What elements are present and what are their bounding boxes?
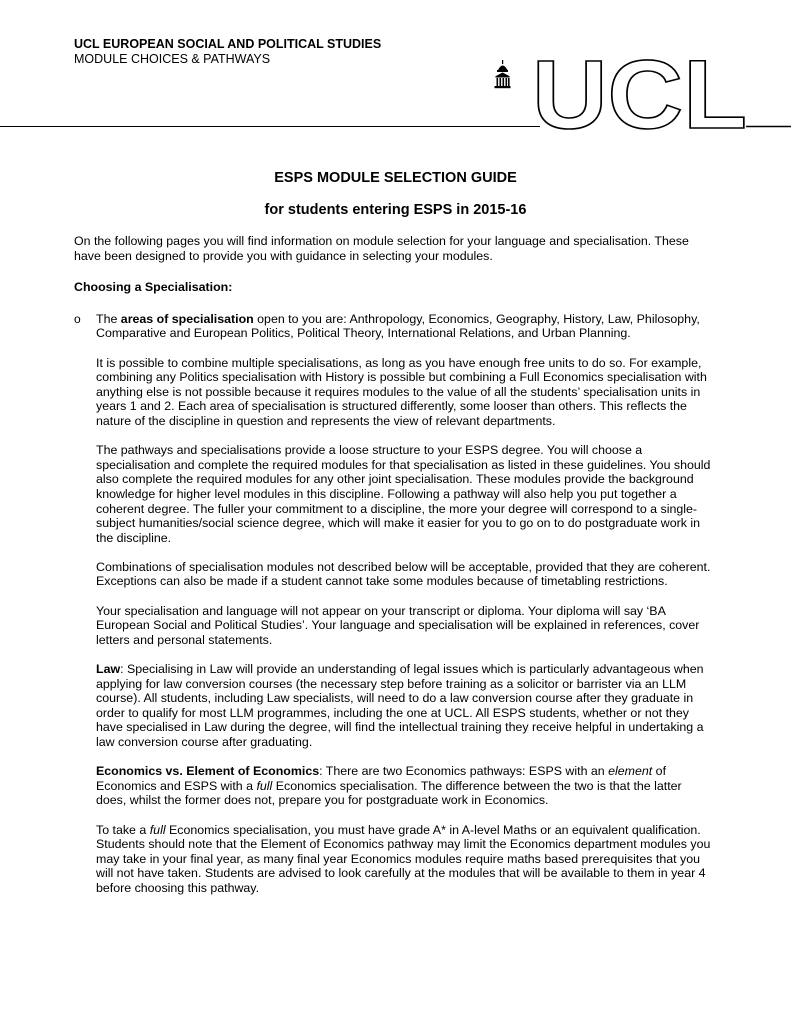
page-header xyxy=(0,0,791,130)
bullet-marker: o xyxy=(74,311,81,326)
full-economics-paragraph: To take a full Economics specialisation, you must have grade A* in A-level Maths or an equivalent qualification. Students should note that the Element of Economics pathway may limit the Economics department modules you may take in your final year, as many final year Economics modules require maths based prerequisites that you will not have taken. Students are advised to look carefully at the modules that will be available to them in year 4 before choosing this pathway. xyxy=(96,822,711,895)
transcript-paragraph: Your specialisation and language will not appear on your transcript or diploma. Your diploma will say ‘BA European Social and Political Studies’. Your language and specialisation will be explained in references, cover letters and personal statements. xyxy=(96,603,700,647)
body-content xyxy=(74,234,714,896)
portico-icon xyxy=(495,60,511,88)
document-subtitle: for students entering ESPS in 2015-16 xyxy=(264,202,527,218)
specialisation-bullet xyxy=(74,312,714,896)
section-heading: Choosing a Specialisation: xyxy=(74,280,233,295)
areas-paragraph: The areas of specialisation open to you are: Anthropology, Economics, Geography, History, Law, Philosophy, Comparative and European Politics, Political Theory, International Relations, and Urban Planning. xyxy=(96,311,700,341)
law-paragraph: Law: Specialising in Law will provide an understanding of legal issues which is particularly advantageous when applying for law conversion courses (the necessary step before training as a solicitor or barrister via an LLM course). All students, including Law specialists, will need to do a law conversion course after they graduate in order to qualify for most LLM programmes, including the one at UCL. All ESPS students, whether or not they have specialised in Law during the degree, will find the intellectual training they receive helpful in undertaking a law conversion course after graduating. xyxy=(96,662,704,749)
ucl-logo-text: UCL xyxy=(532,58,747,130)
ucl-logo xyxy=(488,58,791,130)
pathways-paragraph: The pathways and specialisations provide a loose structure to your ESPS degree. You will choose a specialisation and complete the required modules for that specialisation as listed in these guidelines. You should also complete the required modules for any other joint specialisation. These modules provide the background knowledge for higher level modules in this discipline. Following a pathway will also help you put together a coherent degree. The fuller your commitment to a discipline, the more your degree will correspond to a single-subject humanities/social science degree, which will make it easier for you to go on to do postgraduate work in the discipline. xyxy=(96,443,711,545)
economics-paragraph: Economics vs. Element of Economics: There are two Economics pathways: ESPS with an element of Economics and ESPS with a full Economics specialisation. The difference between the two is that the latter does, whilst the former does not, prepare you for postgraduate work in Economics. xyxy=(96,764,682,808)
header-title: UCL EUROPEAN SOCIAL AND POLITICAL STUDIES xyxy=(74,37,382,51)
header-subtitle: MODULE CHOICES & PATHWAYS xyxy=(74,52,271,66)
intro-paragraph: On the following pages you will find information on module selection for your language and specialisation. These have been designed to provide you with guidance in selecting your modules. xyxy=(74,234,689,263)
combinations-paragraph: Combinations of specialisation modules not described below will be acceptable, provided that they are coherent. Exceptions can also be made if a student cannot take some modules because of timetabling restrictions. xyxy=(96,559,711,589)
combine-paragraph: It is possible to combine multiple specialisations, as long as you have enough free units to do so. For example, combining any Politics specialisation with History is possible but combining a Full Economics specialisation with anything else is not possible because it requires modules to the value of all the students’ specialisation units in years 1 and 2. Each area of specialisation is structured differently, some looser than others. This reflects the nature of the discipline in question and represents the view of relevant departments. xyxy=(96,355,707,428)
document-title: ESPS MODULE SELECTION GUIDE xyxy=(274,170,517,186)
header-rule xyxy=(0,126,540,127)
